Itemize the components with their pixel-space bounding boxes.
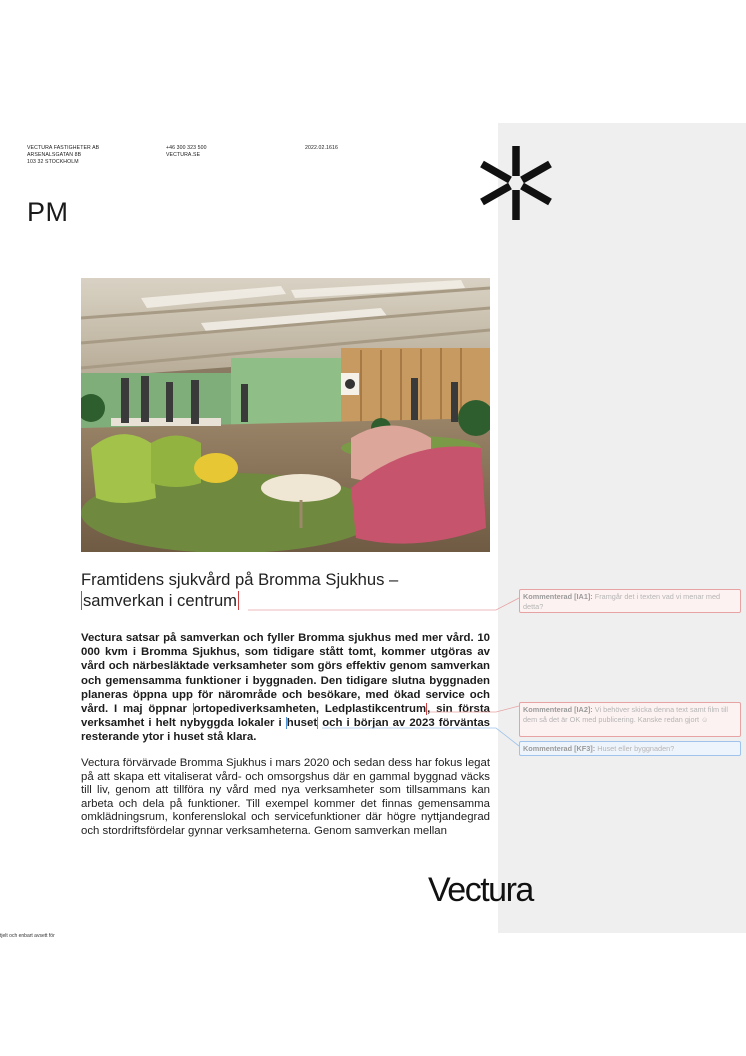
article-title-line2[interactable]: samverkan i centrum	[83, 591, 238, 610]
comment-text: Huset eller byggnaden?	[597, 744, 675, 753]
vectura-wordmark: Vectura	[428, 871, 533, 909]
article-title	[81, 569, 481, 611]
company-name: VECTURA FASTIGHETER AB	[27, 145, 100, 151]
company-address	[27, 145, 99, 166]
company-street: ARSENALSGATAN 8B	[27, 152, 82, 158]
company-contact	[166, 145, 207, 159]
comment-kf3[interactable]	[519, 741, 741, 756]
comment-author: Kommenterad [IA2]:	[523, 705, 593, 714]
hero-image	[81, 278, 490, 552]
document-reference: 2022.02.1616	[305, 145, 338, 151]
company-website: VECTURA.SE	[166, 152, 201, 158]
lead-paragraph: Vectura satsar på samverkan och fyller Bromma sjukhus med mer vård. 10 000 kvm i Bromma Sjukhus, som tidigare stått tomt, kommer utgöras av vård och närbesläktade verksamheter som görs effektiv genom samverkan och gemensamma funktioner i byggnaden. Den tidigare slutna byggnaden planeras öppna upp för närområde och besökare, med ökad service och vård. I maj öppnar ortopediverksamheten, Ledplastikcentrum, sin första verksamhet i helt nybyggda lokaler i huset och i början av 2023 förväntas resterande ytor i huset stå klara.	[81, 632, 490, 744]
document-type: PM	[27, 197, 69, 227]
article-title-line1: Framtidens sjukvård på Bromma Sjukhus –	[81, 570, 399, 589]
commented-text-kf3[interactable]: huset	[286, 717, 318, 730]
comment-ia2[interactable]	[519, 702, 741, 737]
comment-author: Kommenterad [IA1]:	[523, 592, 593, 601]
comment-author: Kommenterad [KF3]:	[523, 744, 596, 753]
footer-fragment: tjelt och enbart avsett för	[0, 933, 55, 939]
comment-text: Framgår det i texten vad vi menar med detta?	[523, 592, 721, 611]
comment-pane	[498, 123, 746, 933]
commented-text-ia2[interactable]: ortopediverksamheten, Ledplastikcentrum	[193, 703, 427, 716]
body-paragraph: Vectura förvärvade Bromma Sjukhus i mars 2020 och sedan dess har fokus legat på att skapa ett vitaliserat vård- och omsorgshus där en gammal byggnad väcks till liv, genom att tillföra ny vård med nya verksamheter som tillsammans kan arbeta och dela på funktioner. Till exempel kommer det finnas gemensamma omklädningsrum, konferenslokal och servicefunktioner där högre nyttjandegrad och stordriftsfördelar gynnar verksamheterna. Genom samverkan mellan	[81, 757, 490, 837]
comment-text: Vi behöver skicka denna text samt film till dem så det är OK med publicering. Kanske redan gjort ☺	[523, 705, 729, 724]
company-city: 103 32 STOCKHOLM	[27, 159, 79, 165]
comment-ia1[interactable]	[519, 589, 741, 613]
asterisk-logo-icon	[480, 144, 552, 227]
company-phone: +46 300 323 500	[166, 145, 207, 151]
